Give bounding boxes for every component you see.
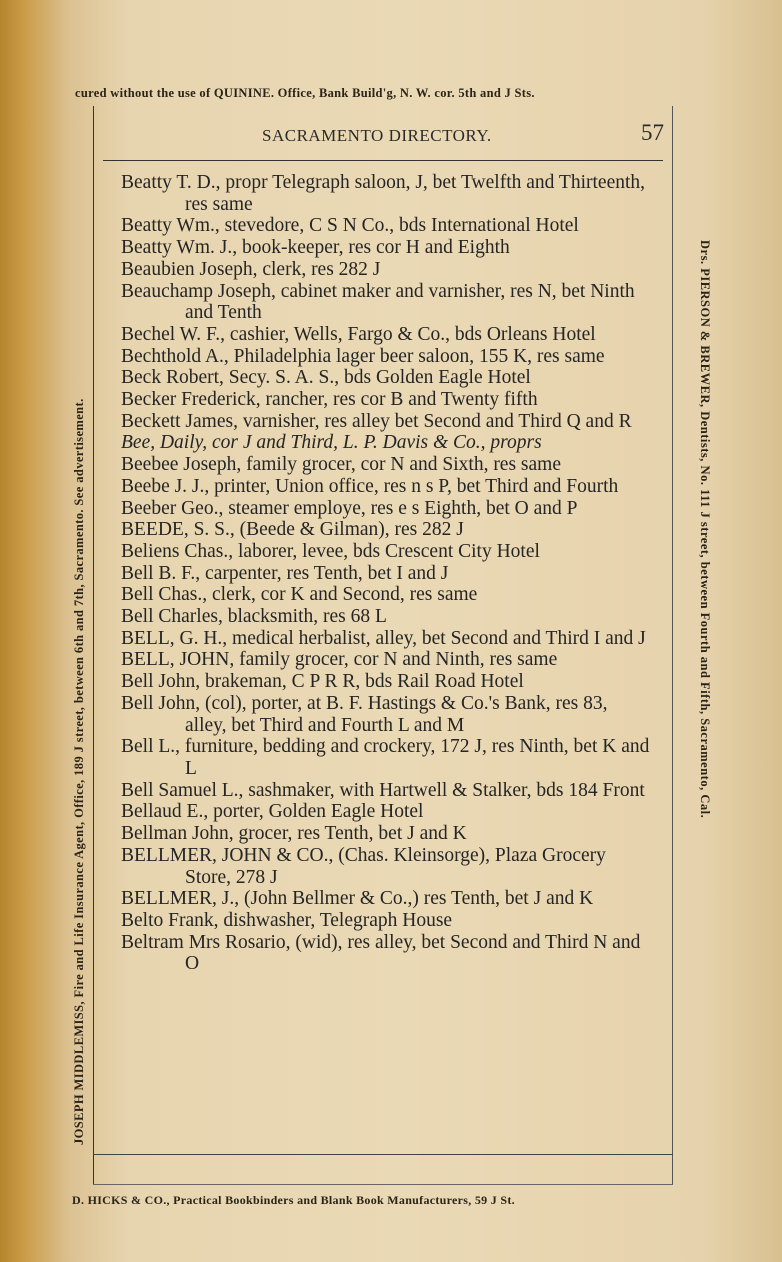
directory-entry: Beatty T. D., propr Telegraph saloon, J, bet Twelfth and Thirteenth, res same <box>121 172 646 215</box>
directory-entry: Beebee Joseph, family grocer, cor N and Sixth, res same <box>121 454 561 476</box>
directory-entry: BEEDE, S. S., (Beede & Gilman), res 282 J <box>121 519 464 541</box>
directory-entry: Beeber Geo., steamer employe, res e s Eighth, bet O and P <box>121 497 578 519</box>
directory-entry: Bechthold A., Philadelphia lager beer saloon, 155 K, res same <box>121 345 605 367</box>
frame-bottom-rule <box>93 1154 673 1155</box>
directory-entry: Beltram Mrs Rosario, (wid), res alley, bet Second and Third N and O <box>121 931 641 975</box>
directory-entry: Bell Charles, blacksmith, res 68 L <box>121 606 387 628</box>
directory-entry: Beebe J. J., printer, Union office, res n s P, bet Third and Fourth <box>121 475 619 497</box>
directory-entry: Beatty Wm., stevedore, C S N Co., bds International Hotel <box>121 215 579 237</box>
directory-entry: Beatty Wm. J., book-keeper, res cor H and Eighth <box>121 237 510 259</box>
directory-entry: Belto Frank, dishwasher, Telegraph House <box>121 909 453 931</box>
left-advertisement-band: JOSEPH MIDDLEMISS, Fire and Life Insurance Agent, Office, 189 J street, between 6th and 7th, Sacramento. See advertisement. <box>72 398 86 1145</box>
directory-entry: Bee, Daily, cor J and Third, L. P. Davis & Co., proprs <box>121 432 542 454</box>
directory-entry: Beaubien Joseph, clerk, res 282 J <box>121 258 381 280</box>
directory-entry: BELLMER, J., (John Bellmer & Co.,) res Tenth, bet J and K <box>121 888 594 910</box>
directory-entry: Beliens Chas., laborer, levee, bds Crescent City Hotel <box>121 540 540 562</box>
right-advertisement-band: Drs. PIERSON & BREWER, Dentists, No. 111 J street, between Fourth and Fifth, Sacramento, Cal. <box>698 240 712 819</box>
page-number: 57 <box>641 120 664 145</box>
directory-entry: Bell Chas., clerk, cor K and Second, res same <box>121 584 478 606</box>
directory-entry: Bell L., furniture, bedding and crockery, 172 J, res Ninth, bet K and L <box>121 736 650 779</box>
directory-entry: BELL, G. H., medical herbalist, alley, bet Second and Third I and J <box>121 627 646 649</box>
directory-entry: Beck Robert, Secy. S. A. S., bds Golden Eagle Hotel <box>121 367 531 389</box>
running-head: SACRAMENTO DIRECTORY. <box>262 126 492 145</box>
directory-entry: Bellman John, grocer, res Tenth, bet J and K <box>121 823 467 845</box>
directory-entry: Bell John, brakeman, C P R R, bds Rail Road Hotel <box>121 671 524 693</box>
top-advertisement-band: cured without the use of QUININE. Office, Bank Build'g, N. W. cor. 5th and J Sts. <box>75 86 535 100</box>
directory-entry: Beauchamp Joseph, cabinet maker and varnisher, res N, bet Ninth and Tenth <box>121 280 635 324</box>
directory-entry: BELL, JOHN, family grocer, cor N and Ninth, res same <box>121 649 558 671</box>
directory-entry: BELLMER, JOHN & CO., (Chas. Kleinsorge), Plaza Grocery Store, 278 J <box>121 844 606 888</box>
directory-entries <box>121 172 651 975</box>
directory-entry: Bechel W. F., cashier, Wells, Fargo & Co., bds Orleans Hotel <box>121 323 596 345</box>
bottom-advertisement-band: D. HICKS & CO., Practical Bookbinders and Blank Book Manufacturers, 59 J St. <box>72 1193 515 1207</box>
directory-entry: Bell John, (col), porter, at B. F. Hastings & Co.'s Bank, res 83, alley, bet Third and Fourth L and M <box>121 692 608 736</box>
directory-entry: Bellaud E., porter, Golden Eagle Hotel <box>121 801 424 823</box>
frame-bottom-rule-outer <box>93 1184 673 1185</box>
header-rule <box>103 160 663 161</box>
directory-entry: Bell B. F., carpenter, res Tenth, bet I and J <box>121 562 449 584</box>
directory-entry: Becker Frederick, rancher, res cor B and Twenty fifth <box>121 389 538 411</box>
directory-entry: Beckett James, varnisher, res alley bet Second and Third Q and R <box>121 410 632 432</box>
directory-entry: Bell Samuel L., sashmaker, with Hartwell & Stalker, bds 184 Front <box>121 779 645 801</box>
